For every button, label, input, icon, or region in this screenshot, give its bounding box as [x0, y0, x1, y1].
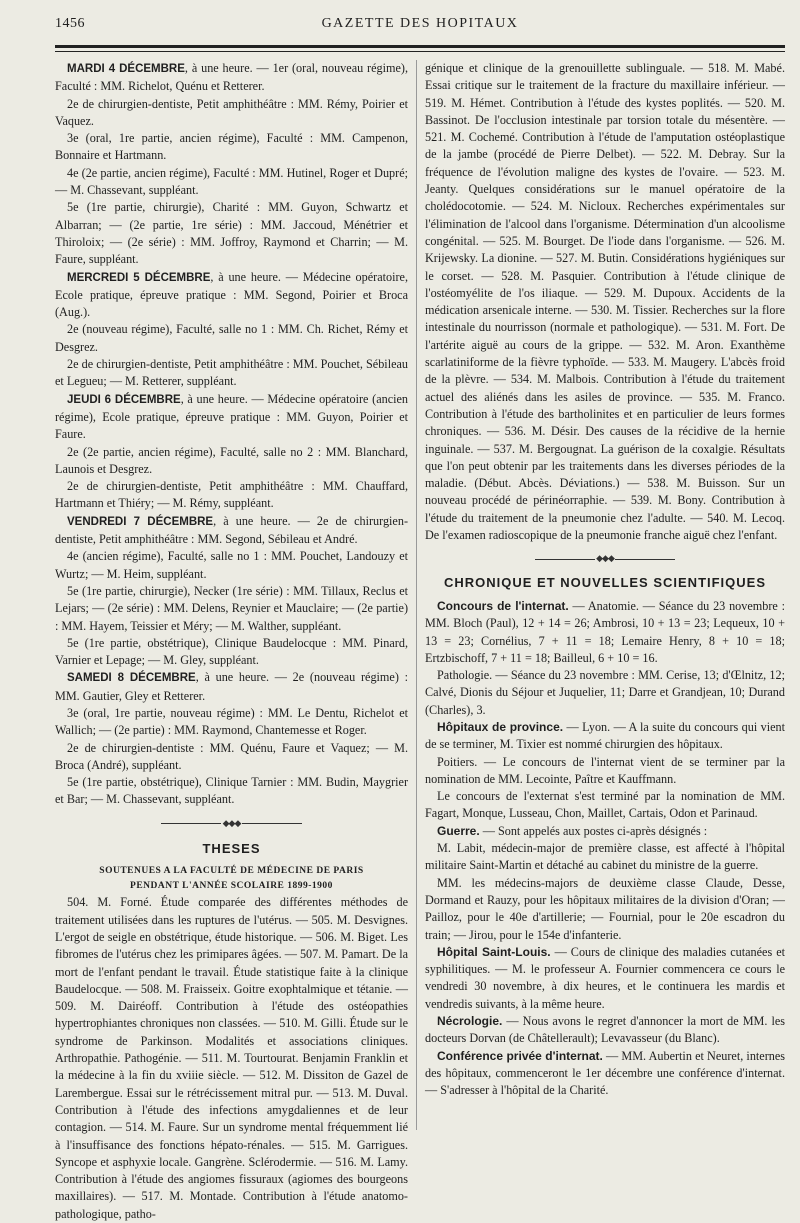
- exam-paragraph: JEUDI 6 DÉCEMBRE, à une heure. — Médecine opératoire (ancien régime), Ecole pratique, épreuve pratique : MM. Guyon, Poirier et Faure.: [55, 391, 408, 442]
- exam-paragraph: 2e de chirurgien-dentiste, Petit amphithéâtre : MM. Pouchet, Sébileau et Legueu; — M. Retterer, suppléant.: [55, 357, 408, 389]
- news-item: Conférence privée d'internat. — MM. Aubertin et Neuret, internes des hôpitaux, commenceront le 1er décembre une conférence d'internat. — S'adresser à l'hôpital de la Charité.: [425, 1048, 786, 1098]
- journal-title: GAZETTE DES HOPITAUX: [321, 16, 519, 31]
- header-rule-thin: [55, 51, 785, 52]
- right-column: [425, 60, 785, 1100]
- exam-paragraph: SAMEDI 8 DÉCEMBRE, à une heure. — 2e (nouveau régime) : MM. Gautier, Gley et Retterer.: [55, 670, 408, 703]
- theses-list: 504. M. Forné. Étude comparée des différentes méthodes de traitement utilisées dans les ruptures de l'utérus. — 505. M. Desvignes. L'ergot de seigle en obstétrique, étude historique. — 506. M. Biget. Les fibromes de l'utérus chez les primipares âgées. — 507. M. Pamart. De la mort de l'enfant pendant le travail. Étude statistique faite à la clinique Baudelocque. — 508. M. Fraisseix. Goitre exophtalmique et tétanie. — 509. M. Dairéoff. Contribution à l'étude des ostéopathies hypertrophiantes chroniques non classées. — 510. M. Gilli. Étude sur le syndrome de Parkinson. Modalités et associations cliniques. Arthropathie. Pathogénie. — 511. M. Tourtourat. Benjamin Franklin et la médecine à la fin du xviiie siècle. — 512. M. Dissiton de Gazel de Larembergue. Essai sur le rétrécissement mitral pur. — 513. M. Duval. Contribution à l'étude des infections amygdaliennes et de leur contagion. — 514. M. Faure. Sur un syndrome mental fréquemment lié à l'insuffisance des fonctions hépato-rénales. — 515. M. Garrigues. Syncope et asphyxie locale. Gangrène. Sclérodermie. — 516. M. Lamy. Contribution à l'étude des angiomes fissuraux (agiomes des bourgeons maxillaires). — 517. M. Montade. Contribution à l'étude anatomo-pathologique, patho-: [55, 895, 408, 1221]
- exam-paragraph: 4e (2e partie, ancien régime), Faculté : MM. Hutinel, Roger et Dupré; — M. Chassevant, suppléant.: [55, 165, 408, 198]
- exam-paragraph: 3e (oral, 1re partie, nouveau régime) : MM. Le Dentu, Richelot et Wallich; — (2e partie) : MM. Raymond, Chantemesse et Roger.: [55, 705, 408, 738]
- left-column: [55, 60, 408, 1223]
- header-rule-thick: [55, 45, 785, 48]
- news-item: Hôpitaux de province. — Lyon. — A la suite du concours qui vient de se terminer, M. Tixier est nommé chirurgien des hôpitaux.: [425, 719, 785, 752]
- column-divider: [416, 60, 417, 1130]
- news-item: Poitiers. — Le concours de l'internat vient de se terminer par la nomination de MM. Lecointe, Paître et Kauffmann.: [425, 754, 785, 786]
- exam-paragraph: 5e (1re partie, chirurgie), Charité : MM. Guyon, Schwartz et Albarran; — (2e partie, 1re série) : MM. Jaccoud, Ménétrier et Thiroloix; — (2e série) : MM. Joffroy, Raymond et Charrin; — M. Faure, suppléant.: [55, 200, 408, 267]
- exam-paragraph: VENDREDI 7 DÉCEMBRE, à une heure. — 2e de chirurgien-dentiste, Petit amphithéâtre : MM. Segond, Sébileau et André.: [55, 513, 408, 547]
- exam-paragraph: 4e (ancien régime), Faculté, salle no 1 : MM. Pouchet, Landouzy et Wurtz; — M. Heim, suppléant.: [55, 549, 408, 581]
- exam-paragraph: 2e de chirurgien-dentiste, Petit amphithéâtre : MM. Chauffard, Hartmann et Thiéry; — M. Rémy, suppléant.: [55, 479, 408, 511]
- section-ornament: ◆◆◆: [425, 550, 785, 567]
- news-item: Concours de l'internat. — Anatomie. — Séance du 23 novembre : MM. Bloch (Paul), 12 + 14 = 26; Ambrosi, 10 + 13 = 23; Lequeux, 10 + 13 = 23; Cornélius, 7 + 11 = 18; Lemaire Henry, 8 + 10 = 18; Ertzbischoff, 7 + 11 = 18; Bailleul, 6 + 10 = 16.: [425, 598, 786, 665]
- page-header: [55, 16, 785, 38]
- exam-paragraph: 2e (nouveau régime), Faculté, salle no 1 : MM. Ch. Richet, Rémy et Desgrez.: [55, 322, 408, 354]
- theses-subtitle: PENDANT L'ANNÉE SCOLAIRE 1899-1900: [130, 881, 333, 892]
- news-item: Hôpital Saint-Louis. — Cours de clinique des maladies cutanées et syphilitiques. — M. le professeur A. Fournier commencera ce cours le vendredi 30 novembre, à dix heures, et le continuera les mardis et vendredis suivants, à la même heure.: [425, 944, 785, 1011]
- chronique-heading: CHRONIQUE ET NOUVELLES SCIENTIFIQUES: [443, 574, 767, 590]
- news-item: Le concours de l'externat s'est terminé par la nomination de MM. Fagart, Monque, Lusseau, Chon, Maillet, Cartais, Odon et Parinaud.: [425, 789, 785, 821]
- theses-subtitle: SOUTENUES A LA FACULTÉ DE MÉDECINE DE PARIS: [99, 866, 364, 877]
- exam-paragraph: 2e de chirurgien-dentiste : MM. Quénu, Faure et Vaquez; — M. Broca (André), suppléant.: [55, 740, 408, 772]
- exam-paragraph: 5e (1re partie, obstétrique), Clinique Baudelocque : MM. Pinard, Varnier et Lepage; — M. Gley, suppléant.: [55, 635, 408, 668]
- exam-paragraph: MERCREDI 5 DÉCEMBRE, à une heure. — Médecine opératoire, Ecole pratique, épreuve pratique : MM. Segond, Poirier et Broca (Aug.).: [55, 269, 408, 320]
- exam-paragraph: 2e (2e partie, ancien régime), Faculté, salle no 2 : MM. Blanchard, Launois et Desgrez.: [55, 444, 408, 476]
- news-item: Pathologie. — Séance du 23 novembre : MM. Cerise, 13; d'Œlnitz, 12; Calvé, Dionis du Séjour et Juquelier, 11; Darre et Grandjean, 10; Durand (Charles), 3.: [425, 668, 785, 717]
- news-item: Nécrologie. — Nous avons le regret d'annoncer la mort de MM. les docteurs Dorvan (de Châtellerault); Levavasseur (du Blanc).: [425, 1014, 785, 1046]
- theses-list-continued: génique et clinique de la grenouillette sublinguale. — 518. M. Mabé. Essai critique sur le traitement de la fracture du maxillaire inférieur. — 519. M. Hémet. Contribution à l'étude des kystes poplités. — 520. M. Bassinot. De l'occlusion intestinale par torsion totale du mésentère. — 521. M. Cochemé. Contribution à l'étude de l'amputation ostéoplastique de la jambe (procédé de Pierre Delbet). — 522. M. Debray. Sur la fréquence de l'évolution maligne des kystes de l'ovaire. — 523. M. Jeanty. Quelques considérations sur le manuel opératoire de la cholédocotomie. — 524. M. Nicloux. Recherches expérimentales sur l'élimination de l'alcool dans l'organisme. Détermination d'un alcoolisme congénital. — 525. M. Bourget. De l'iode dans l'organisme. — 526. M. Krijewsky. La dionine. — 527. M. Butin. Considérations hygiéniques sur le corset. — 528. M. Pasquier. Contribution à l'étude clinique de l'ostéomyélite de l'os iliaque. — 529. M. Dupoux. Accidents de la médication arsenicale interne. — 530. M. Tissier. Recherches sur la flore intestinale du nourrisson (normale et pathologique). — 531. M. Fort. De l'artérite aiguë au cours de la grippe. — 532. M. Aron. Exanthème scarlatiniforme de la fièvre typhoïde. — 533. M. Maugery. L'abcès froid de la plèvre. — 534. M. Malbois. Contribution à l'étude du traitement actuel des aliénés dans les asiles de province. — 535. M. Franco. Contribution à l'étude des bartholinites et en particulier de leurs formes chroniques. — 536. M. Désir. Des causes de la récidive de la hernie inguinale. — 537. M. Bergougnat. La guérison de la coxalgie. Résultats que l'on peut obtenir par les traitements dans les diverses périodes de la maladie. (Début. Abcès. Déviations.) — 538. M. Buisson. Sur un nouveau procédé de périnéorraphie. — 539. M. Bony. Contribution à l'étude du traitement de la pneumonie chez l'adulte. — 540. M. Lecoq. De l'examen radioscopique de la pneumonie franche aiguë chez l'enfant.: [425, 61, 785, 543]
- exam-paragraph: 5e (1re partie, chirurgie), Necker (1re série) : MM. Tillaux, Reclus et Lejars; — (2e série) : MM. Delens, Reynier et Mauclaire; — (2e partie) : MM. Hayem, Teissier et Méry; — M. Walther, suppléant.: [55, 583, 408, 633]
- exam-paragraph: 2e de chirurgien-dentiste, Petit amphithéâtre : MM. Rémy, Poirier et Vaquez.: [55, 96, 408, 128]
- theses-heading: THESES: [202, 841, 261, 857]
- news-item: Guerre. — Sont appelés aux postes ci-après désignés :: [437, 823, 708, 838]
- news-item: M. Labit, médecin-major de première classe, est affecté à l'hôpital militaire Saint-Martin et détaché au cabinet du ministre de la guerre.: [425, 841, 785, 873]
- news-item: MM. les médecins-majors de deuxième classe Claude, Desse, Dormand et Rauzy, pour les hôpitaux militaires de la division d'Oran; — Pailloz, pour le 40e d'artillerie; — Fournial, pour le 20e escadron du train; — Jirou, pour le 154e d'infanterie.: [425, 875, 785, 942]
- exam-paragraph: MARDI 4 DÉCEMBRE, à une heure. — 1er (oral, nouveau régime), Faculté : MM. Richelot, Quénu et Retterer.: [55, 61, 408, 94]
- page-number: 1456: [55, 16, 85, 31]
- exam-paragraph: 3e (oral, 1re partie, ancien régime), Faculté : MM. Campenon, Bonnaire et Hartmann.: [55, 131, 408, 163]
- exam-paragraph: 5e (1re partie, obstétrique), Clinique Tarnier : MM. Budin, Maygrier et Bar; — M. Chassevant, suppléant.: [55, 775, 408, 807]
- section-ornament: ◆◆◆: [55, 815, 408, 832]
